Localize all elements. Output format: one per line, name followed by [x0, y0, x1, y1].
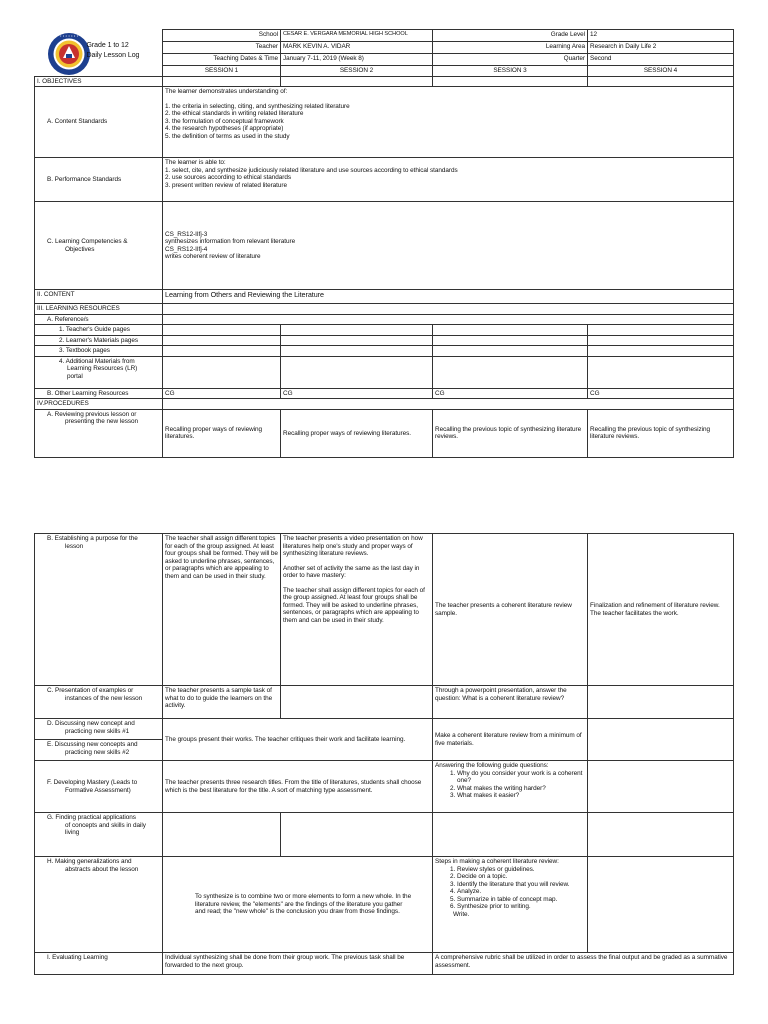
procedure-i-s34: A comprehensive rubric shall be utilized in order to assess the final output and be graded as a summative assessment.	[433, 953, 734, 975]
teachers-guide-label: 1. Teacher's Guide pages	[35, 325, 163, 336]
procedure-a-s3: Recalling the previous topic of synthesizing literature reviews.	[433, 409, 588, 457]
deped-seal-icon	[47, 32, 91, 76]
procedure-a-s2: Recalling proper ways of reviewing literatures.	[281, 409, 433, 457]
learning-area-value: Research in Daily Life 2	[588, 42, 734, 54]
references-label: A. Reference/s	[35, 314, 163, 325]
learning-area-label: Learning Area	[433, 42, 588, 54]
content-standards-text: The learner demonstrates understanding of: 1. the criteria in selecting, citing, and synthesizing related literature 2. the ethical standards in writing related literature 3. the formulation of conceptual framework 4. the research hypotheses (if appropriate) 5. the definition of terms as used in the study	[163, 87, 734, 158]
svg-text:• • • • • • •: • • • • • • •	[59, 34, 78, 39]
procedures-heading: IV.PROCEDURES	[35, 399, 163, 410]
other-resources-s2: CG	[281, 388, 433, 399]
quarter-value: Second	[588, 54, 734, 66]
teaching-dates-value: January 7-11, 2019 (Week 8)	[281, 54, 433, 66]
additional-materials-label: 4. Additional Materials from Learning Resources (LR) portal	[35, 356, 163, 388]
procedure-d-label: D. Discussing new concept and practicing new skills #1	[35, 719, 163, 740]
procedure-b-label: B. Establishing a purpose for the lesson	[35, 534, 163, 686]
title-grade-range: Grade 1 to 12	[86, 41, 129, 49]
procedure-a-s1: Recalling proper ways of reviewing literatures.	[163, 409, 281, 457]
grade-level-label: Grade Level	[433, 30, 588, 42]
school-value: CESAR E. VERGARA MEMORIAL HIGH SCHOOL	[281, 30, 433, 42]
procedure-a-s4: Recalling the previous topic of synthesizing literature reviews.	[588, 409, 734, 457]
procedure-b-s1: The teacher shall assign different topics for each of the group assigned. At least four groups shall be formed. They will be asked to underline phrases, sentences, or paragraphs which are appealing to them and can be used in their study.	[163, 534, 281, 686]
lesson-log-table-top	[34, 29, 734, 458]
procedure-f-label: F. Developing Mastery (Leads to Formative Assessment)	[35, 761, 163, 813]
procedure-g-label: G. Finding practical applications of concepts and skills in daily living	[35, 813, 163, 857]
procedure-a-label: A. Reviewing previous lesson or presenting the new lesson	[35, 409, 163, 457]
procedure-de-s3: Make a coherent literature review from a minimum of five materials.	[433, 719, 588, 761]
session-2-header: SESSION 2	[281, 66, 433, 77]
other-resources-s3: CG	[433, 388, 588, 399]
procedure-c-s1: The teacher presents a sample task of what to do to guide the learners on the activity.	[163, 686, 281, 719]
procedure-b-s4: Finalization and refinement of literature review. The teacher facilitates the work.	[588, 534, 734, 686]
teacher-value: MARK KEVIN A. VIDAR	[281, 42, 433, 54]
other-resources-s4: CG	[588, 388, 734, 399]
session-1-header: SESSION 1	[163, 66, 281, 77]
lesson-log-table-bottom	[34, 533, 734, 975]
procedure-c-s3: Through a powerpoint presentation, answer the question: What is a coherent literature review?	[433, 686, 588, 719]
procedure-h-s12: To synthesize is to combine two or more elements to form a new whole. In the literature review, the "elements" are the findings of the literature you gather and read; the "new whole" is the conclusion you draw from those findings.	[163, 857, 433, 953]
procedure-h-label: H. Making generalizations and abstracts about the lesson	[35, 857, 163, 953]
learning-competencies-label: C. Learning Competencies & Objectives	[35, 202, 163, 290]
procedure-i-s12: Individual synthesizing shall be done from their group work. The previous task shall be forwarded to the next group.	[163, 953, 433, 975]
procedure-f-s12: The teacher presents three research titles. From the title of literatures, students shall choose which is the best literature for the title. A sort of matching type assessment.	[163, 761, 433, 813]
procedure-b-s2: The teacher presents a video presentation on how literatures help one's study and proper ways of synthesizing literature reviews. Another set of activity the same as the last day in order to have mastery: The teacher shall assign different topics for each of the group assigned. At least four groups shall be formed. They will be asked to underline phrases, sentences, or paragraphs which are appealing to them and can be used in their study.	[281, 534, 433, 686]
title-daily-lesson-log: Daily Lesson Log	[86, 52, 140, 60]
learning-competencies-text: CS_RS12-IIfj-3 synthesizes information from relevant literature CS_RS12-IIfj-4 writes coherent review of literature	[163, 202, 734, 290]
header-logo-cell	[35, 30, 163, 66]
teaching-dates-label: Teaching Dates & Time	[163, 54, 281, 66]
performance-standards-label: B. Performance Standards	[35, 158, 163, 202]
other-resources-label: B. Other Learning Resources	[35, 388, 163, 399]
procedure-b-s3: The teacher presents a coherent literature review sample.	[433, 534, 588, 686]
school-label: School	[163, 30, 281, 42]
performance-standards-text: The learner is able to: 1. select, cite, and synthesize judiciously related literature and use sources according to ethical standards 2. use sources according to ethical standards 3. present written review of related literature	[163, 158, 734, 202]
procedure-c-label: C. Presentation of examples or instances of the new lesson	[35, 686, 163, 719]
content-value: Learning from Others and Reviewing the Literature	[163, 290, 734, 304]
session-4-header: SESSION 4	[588, 66, 734, 77]
session-3-header: SESSION 3	[433, 66, 588, 77]
grade-level-value: 12	[588, 30, 734, 42]
procedure-f-s3: Answering the following guide questions: 1. Why do you consider your work is a coherent one? 2. What makes the writing harder? 3. What makes it easier?	[433, 761, 588, 813]
learners-materials-label: 2. Learner's Materials pages	[35, 335, 163, 346]
textbook-pages-label: 3. Textbook pages	[35, 346, 163, 357]
other-resources-s1: CG	[163, 388, 281, 399]
procedure-i-label: I. Evaluating Learning	[35, 953, 163, 975]
procedure-h-s3: Steps in making a coherent literature review: 1. Review styles or guidelines. 2. Decide on a topic. 3. Identify the literature that you will review. 4. Analyze. 5. Summarize in table of concept map. 6. Synthesize prior to writing. Write.	[433, 857, 588, 953]
procedure-e-label: E. Discussing new concepts and practicing new skills #2	[35, 740, 163, 761]
learning-resources-heading: III. LEARNING RESOURCES	[35, 304, 163, 315]
content-heading: II. CONTENT	[35, 290, 163, 304]
teacher-label: Teacher	[163, 42, 281, 54]
procedure-de-s12: The groups present their works. The teacher critiques their work and facilitate learning.	[163, 719, 433, 761]
quarter-label: Quarter	[433, 54, 588, 66]
objectives-heading: I. OBJECTIVES	[35, 76, 163, 87]
content-standards-label: A. Content Standards	[35, 87, 163, 158]
